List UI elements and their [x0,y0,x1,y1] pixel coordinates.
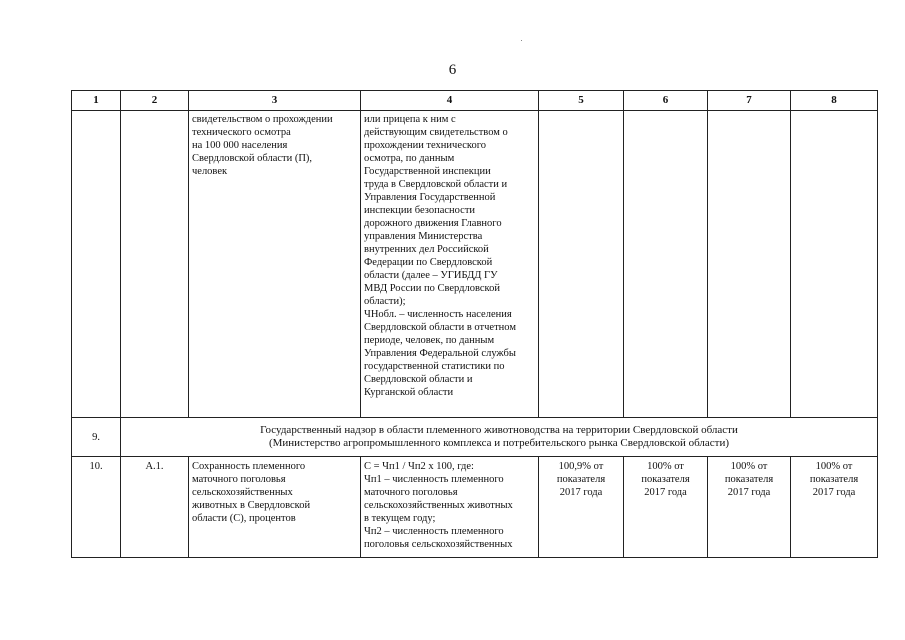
column-header: 1 [72,91,121,111]
formula-cell: или прицепа к ним с действующим свидетельством о прохождении технического осмотра, по данным Государственной инспекции труда в Свердловской области и Управления Государственной инспекции безопасности дорожного движения Главного управления Министерства внутренних дел Российской Федерации по Свердловской области (далее – УГИБДД ГУ МВД России по Свердловской области); ЧНобл. – численность населения Свердловской области в отчетном периоде, человек, по данным Управления Федеральной службы государственной статистики по Свердловской области и Курганской области [361,111,539,418]
value-cell [791,111,878,418]
indicator-name-cell: Сохранность племенного маточного поголовья сельскохозяйственных животных в Свердловской области (С), процентов [189,457,361,558]
column-header: 4 [361,91,539,111]
section-number: 9. [72,418,121,457]
column-header: 3 [189,91,361,111]
column-header: 5 [539,91,624,111]
column-header: 6 [624,91,708,111]
table-row [72,457,878,558]
row-number-cell: 10. [72,457,121,558]
value-cell [624,111,708,418]
code-cell [121,111,189,418]
value-cell: 100% от показателя 2017 года [708,457,791,558]
value-cell: 100,9% от показателя 2017 года [539,457,624,558]
code-cell: А.1. [121,457,189,558]
column-header: 2 [121,91,189,111]
indicator-name-cell: свидетельством о прохождении технического осмотра на 100 000 населения Свердловской области (П), человек [189,111,361,418]
section-title: Государственный надзор в области племенного животноводства на территории Свердловской области (Министерство агропромышленного комплекса и потребительского рынка Свердловской области) [121,418,878,457]
section-row [72,418,878,457]
page-number: 6 [448,62,457,78]
indicators-table [71,90,878,558]
value-cell: 100% от показателя 2017 года [791,457,878,558]
column-header: 8 [791,91,878,111]
row-number-cell [72,111,121,418]
value-cell [708,111,791,418]
scan-speck [521,40,522,41]
column-header: 7 [708,91,791,111]
table-row [72,111,878,418]
formula-cell: С = Чп1 / Чп2 х 100, где: Чп1 – численность племенного маточного поголовья сельскохозяйственных животных в текущем году; Чп2 – численность племенного поголовья сельскохозяйственных [361,457,539,558]
value-cell [539,111,624,418]
value-cell: 100% от показателя 2017 года [624,457,708,558]
header-row [72,91,878,111]
